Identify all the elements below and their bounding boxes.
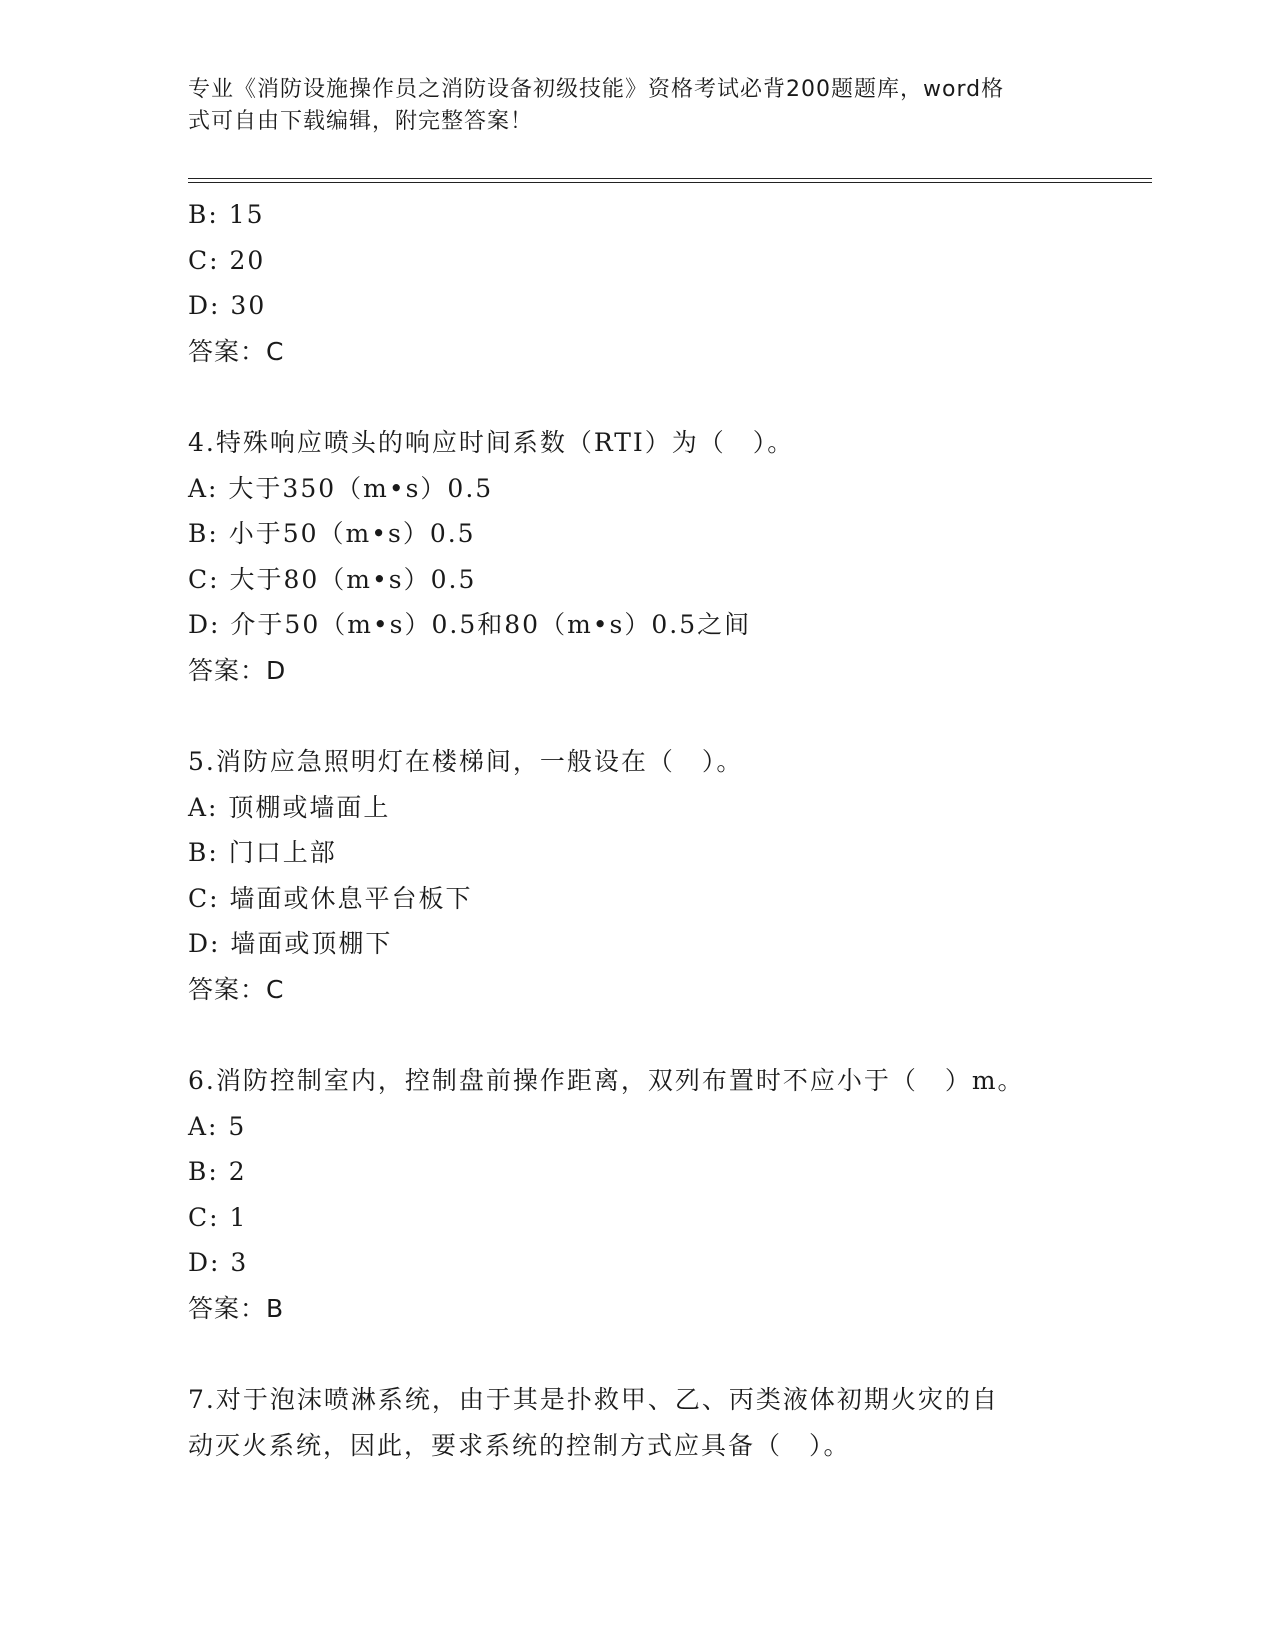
question-text: 6.消防控制室内，控制盘前操作距离，双列布置时不应小于（ ）m。 bbox=[188, 1066, 1025, 1095]
option-d: D: 介于50（m•s）0.5和80（m•s）0.5之间 bbox=[188, 610, 752, 639]
question-4 bbox=[188, 420, 1152, 693]
question-text: 4.特殊响应喷头的响应时间系数（RTI）为（ ）。 bbox=[188, 428, 795, 457]
page-header bbox=[188, 74, 1068, 138]
question-text-line-1: 7.对于泡沫喷淋系统，由于其是扑救甲、乙、丙类液体初期火灾的自 bbox=[188, 1385, 999, 1414]
answer: 答案：D bbox=[188, 655, 287, 685]
option-d: D: 墙面或顶棚下 bbox=[188, 929, 393, 958]
answer: 答案：C bbox=[188, 974, 285, 1004]
answer: 答案：C bbox=[188, 336, 285, 366]
option-b: B: 门口上部 bbox=[188, 838, 337, 867]
header-line-1: 专业《消防设施操作员之消防设备初级技能》资格考试必背200题题库，word格 bbox=[188, 77, 1005, 102]
option-d: D: 3 bbox=[188, 1248, 249, 1277]
question-5 bbox=[188, 739, 1152, 1012]
option-c: C: 墙面或休息平台板下 bbox=[188, 883, 473, 913]
option-d: D: 30 bbox=[188, 291, 267, 320]
option-a: A: 顶棚或墙面上 bbox=[188, 792, 391, 822]
header-line-2: 式可自由下载编辑，附完整答案！ bbox=[188, 109, 534, 134]
spacer bbox=[188, 1012, 1152, 1058]
question-7 bbox=[188, 1377, 1152, 1468]
option-b: B: 小于50（m•s）0.5 bbox=[188, 519, 476, 548]
option-b: B: 15 bbox=[188, 200, 265, 229]
header-divider bbox=[188, 178, 1152, 183]
spacer bbox=[188, 693, 1152, 739]
option-c: C: 20 bbox=[188, 245, 266, 275]
option-c: C: 1 bbox=[188, 1202, 248, 1232]
answer: 答案：B bbox=[188, 1293, 285, 1323]
question-text: 5.消防应急照明灯在楼梯间，一般设在（ ）。 bbox=[188, 747, 744, 776]
option-a: A: 5 bbox=[188, 1111, 247, 1141]
option-b: B: 2 bbox=[188, 1157, 247, 1186]
spacer bbox=[188, 1331, 1152, 1377]
option-c: C: 大于80（m•s）0.5 bbox=[188, 564, 477, 594]
option-a: A: 大于350（m•s）0.5 bbox=[188, 473, 494, 503]
spacer bbox=[188, 374, 1152, 420]
document-body bbox=[188, 192, 1152, 1468]
question-3 bbox=[188, 192, 1152, 374]
question-6 bbox=[188, 1058, 1152, 1331]
question-text-line-2: 动灭火系统，因此，要求系统的控制方式应具备（ ）。 bbox=[188, 1430, 851, 1460]
